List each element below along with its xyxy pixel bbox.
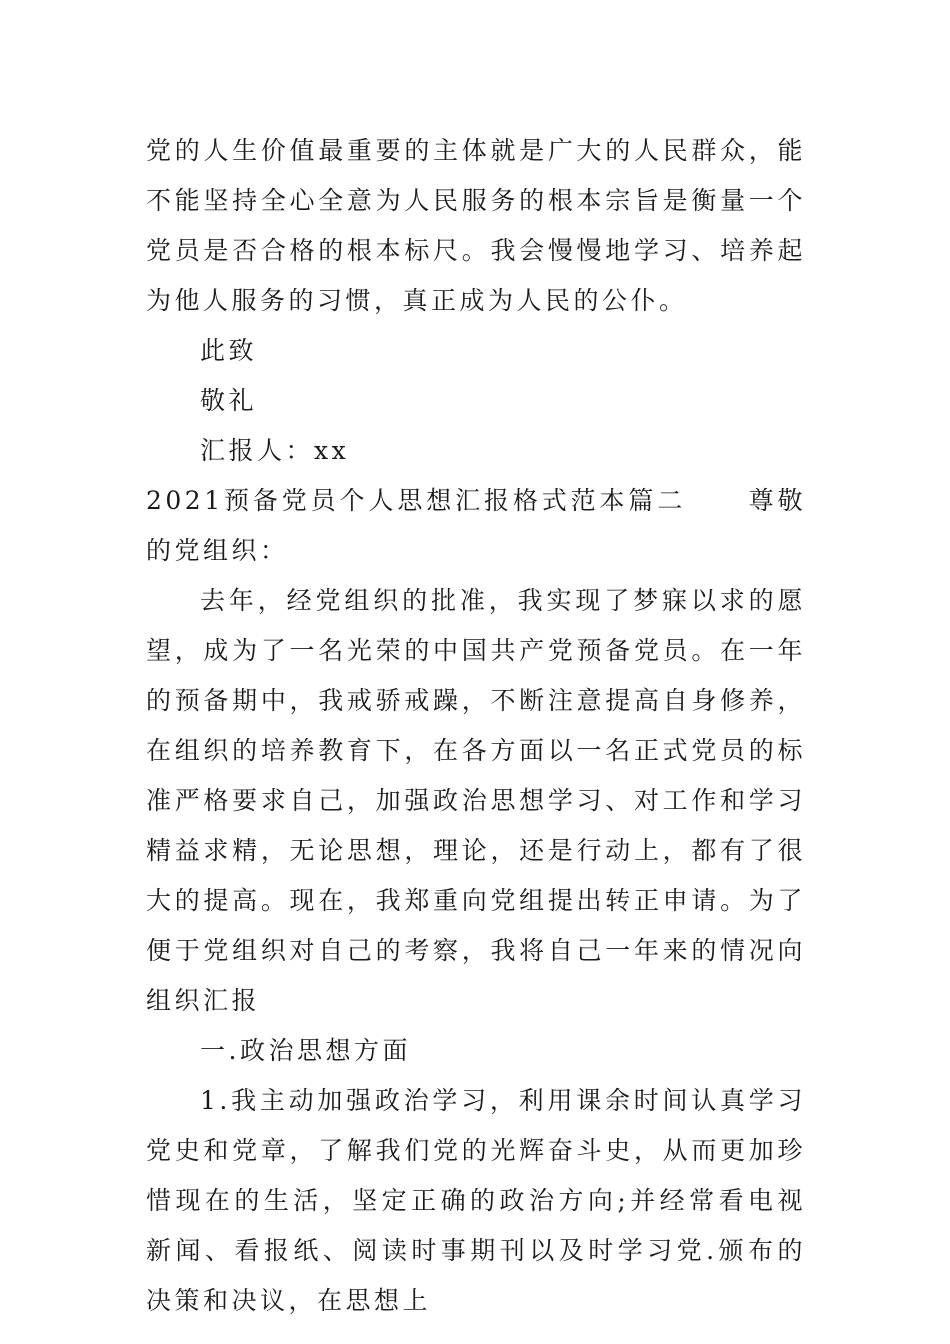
reporter-line: 汇报人：xx — [200, 436, 350, 465]
closing-cizhi: 此致 — [200, 336, 258, 365]
paragraph-political-study: 1.我主动加强政治学习，利用课余时间认真学习党史和党章，了解我们党的光辉奋斗史，从而更加珍惜现在的生活，坚定正确的政治方向;并经常看电视新闻、看报纸、阅读时事期刊以及时学习党.颁布的决策和决议，在思想上 — [146, 1086, 806, 1315]
article-title: 2021预备党员个人思想汇报格式范本篇二 — [146, 486, 687, 515]
paragraph-party-values: 党的人生价值最重要的主体就是广大的人民群众，能不能坚持全心全意为人民服务的根本宗旨是衡量一个党员是否合格的根本标尺。我会慢慢地学习、培养起为他人服务的习惯，真正成为人民的公仆。 — [146, 136, 806, 315]
section-heading-political: 一.政治思想方面 — [200, 1036, 411, 1065]
paragraph-intro: 去年，经党组织的批准，我实现了梦寐以求的愿望，成为了一名光荣的中国共产党预备党员。在一年的预备期中，我戒骄戒躁，不断注意提高自身修养，在组织的培养教育下，在各方面以一名正式党员的标准严格要求自己，加强政治思想学习、对工作和学习精益求精，无论思想，理论，还是行动上，都有了很大的提高。现在，我郑重向党组提出转正申请。为了便于党组织对自己的考察，我将自己一年来的情况向组织汇报 — [146, 586, 806, 1015]
document-body — [146, 126, 806, 1326]
closing-jingli: 敬礼 — [200, 386, 258, 415]
salutation: 尊敬的党组织： — [146, 486, 806, 565]
section-title-line — [146, 476, 806, 576]
